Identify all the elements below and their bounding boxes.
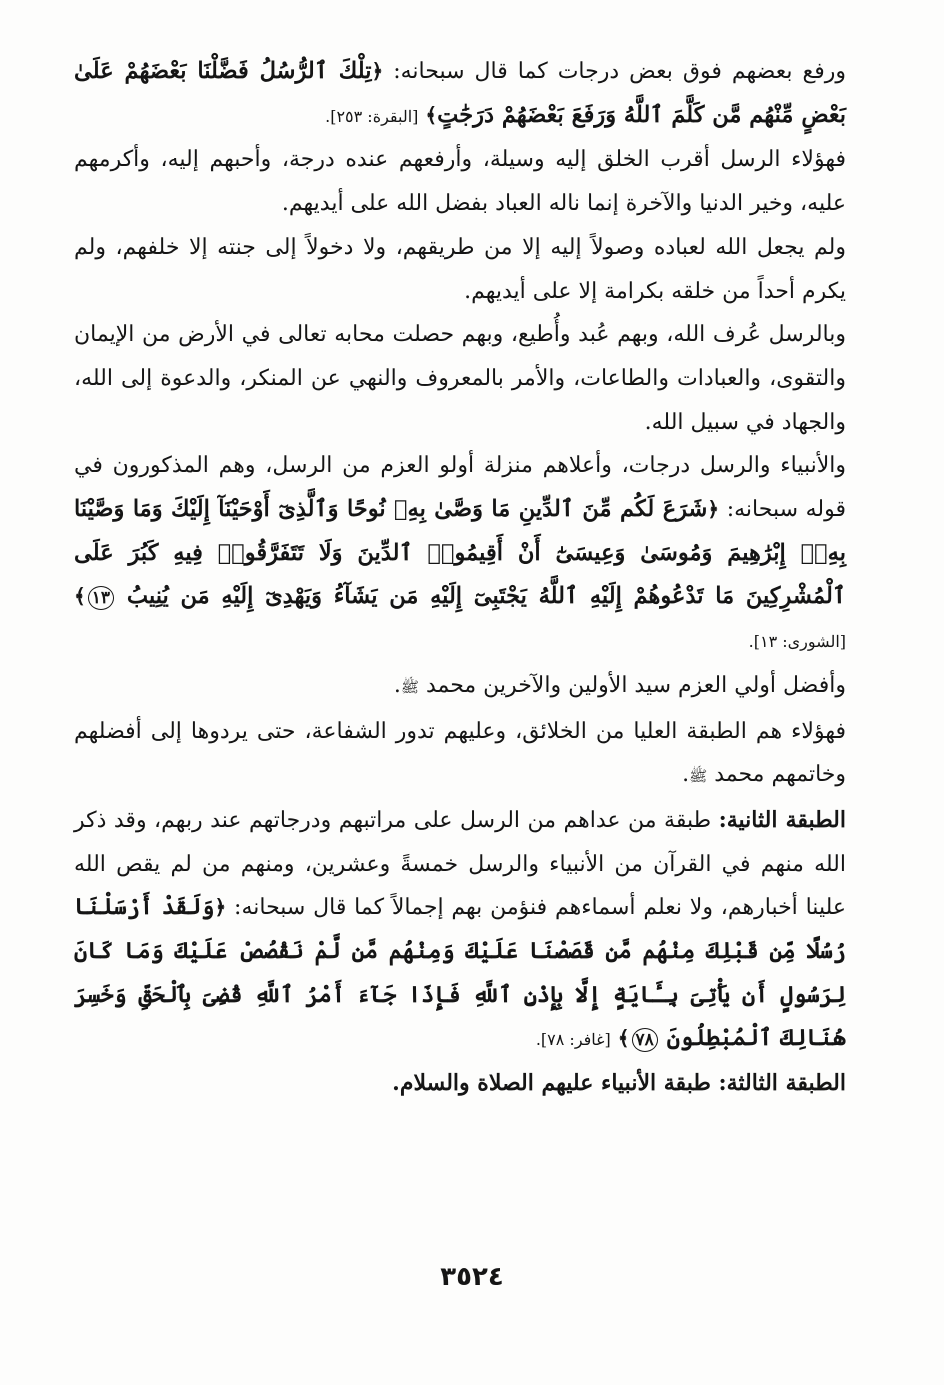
period: . — [393, 672, 401, 698]
quran-verse: شَرَعَ لَكُم مِّنَ ٱلدِّينِ مَا وَصَّىٰ بِهِۦ نُوحًا وَٱلَّذِىٓ أَوْحَيْنَآ إِلَيْكَ وَمَا وَصَّيْنَا بِهِۦٓ إِبْرَٰهِيمَ وَمُوسَىٰ وَعِيسَىٰٓ أَنْ أَقِيمُوا۟ ٱلدِّينَ وَلَا تَتَفَرَّقُوا۟ فِيهِ كَبُرَ عَلَى ٱلْمُشْرِكِينَ مَا تَدْعُوهُمْ إِلَيْهِ ٱللَّهُ يَجْتَبِىٓ إِلَيْهِ مَن يَشَآءُ وَيَهْدِىٓ إِلَيْهِ مَن يُنِيبُ — [74, 496, 846, 610]
text: ورفع بعضهم فوق بعض درجات كما قال سبحانه: — [383, 59, 846, 84]
paragraph-9 — [74, 1062, 846, 1106]
paragraph-2 — [74, 138, 846, 225]
verse-close-bracket: ﴾ — [617, 1026, 630, 1051]
text: فهؤلاء هم الطبقة العليا من الخلائق، وعليهم تدور الشفاعة، حتى يردوها إلى أفضلهم وخاتمهم محمد — [74, 718, 846, 788]
verse-close-bracket: ﴾ — [74, 584, 86, 609]
paragraph-6 — [74, 664, 846, 710]
verse-open-bracket: ﴿ — [371, 59, 384, 83]
text: فهؤلاء الرسل أقرب الخلق إليه وسيلة، وأرفعهم عنده درجة، وأحبهم إليه، وأكرمهم عليه، وخير الدنيا والآخرة إنما ناله العباد بفضل الله على أيديهم. — [74, 147, 847, 217]
section-heading: الطبقة الثالثة: طبقة الأنبياء عليهم الصلاة والسلام. — [392, 1070, 846, 1097]
ayah-number-marker: ٧٨ — [632, 1028, 658, 1052]
ayah-number-marker: ١٣ — [88, 586, 114, 610]
salutation-symbol: ﷺ — [689, 767, 708, 786]
paragraph-4 — [74, 313, 846, 444]
text: وأفضل أولي العزم سيد الأولين والآخرين محمد — [425, 672, 846, 698]
verse-citation: [غافر: ٧٨]. — [535, 1030, 611, 1050]
quran-verse: وَلَقَدْ أَرْسَلْنَا رُسُلًا مِّن قَبْلِكَ مِنْهُم مَّن قَصَصْنَا عَلَيْكَ وَمِنْهُم مَّن لَّمْ نَقْصُصْ عَلَيْكَ وَمَا كَانَ لِرَسُولٍ أَن يَأْتِىَ بِـَٔايَةٍ إِلَّا بِإِذْنِ ٱللَّهِ فَإِذَا جَآءَ أَمْرُ ٱللَّهِ قُضِىَ بِٱلْحَقِّ وَخَسِرَ هُنَالِكَ ٱلْمُبْطِلُونَ — [74, 894, 846, 1052]
paragraph-3 — [74, 226, 846, 313]
paragraph-7 — [74, 710, 846, 799]
verse-open-bracket: ﴿ — [214, 895, 227, 920]
verse-citation: [البقرة: ٢٥٣]. — [325, 106, 419, 126]
salutation-symbol: ﷺ — [400, 677, 419, 696]
quran-verse: تِلْكَ ٱلرُّسُلُ فَضَّلْنَا بَعْضَهُمْ عَلَىٰ بَعْضٍ مِّنْهُم مَّن كَلَّمَ ٱللَّهُ وَرَفَعَ بَعْضَهُمْ دَرَجَٰتٍ — [74, 58, 846, 128]
verse-citation: [الشورى: ١٣]. — [748, 632, 846, 652]
body-text — [74, 50, 846, 1106]
text: وبالرسل عُرف الله، وبهم عُبد وأُطيع، وبهم حصلت محابه تعالى في الأرض من الإيمان والتقوى، والعبادات والطاعات، والأمر بالمعروف والنهي عن المنكر، والدعوة إلى الله، والجهاد في سبيل الله. — [74, 322, 846, 435]
paragraph-8 — [74, 799, 846, 1062]
text: والأنبياء والرسل درجات، وأعلاهم منزلة أولو العزم من الرسل، وهم المذكورون في قوله سبحانه: — [74, 453, 846, 523]
paragraph-1 — [74, 50, 846, 138]
page-number: ٣٥٢٤ — [440, 1262, 504, 1292]
text: ولم يجعل الله لعباده وصولاً إليه إلا من طريقهم، ولا دخولاً إلى جنته إلا خلفهم، ولم يكرم أحداً من خلقه بكرامة إلا على أيديهم. — [74, 234, 846, 304]
paragraph-5 — [74, 444, 846, 664]
verse-close-bracket: ﴾ — [425, 102, 438, 127]
period: . — [682, 762, 690, 788]
verse-open-bracket: ﴿ — [707, 497, 720, 522]
text: طبقة من عداهم من الرسل على مراتبهم ودرجاتهم عند ربهم، وقد ذكر الله منهم في القرآن من الأنبياء والرسل خمسةً وعشرين، ومنهم من لم يقص الله علينا أخبارهم، ولا نعلم أسماءهم فنؤمن بهم إجمالاً كما قال سبحانه: — [74, 807, 846, 921]
section-label: الطبقة الثانية: — [718, 806, 846, 833]
